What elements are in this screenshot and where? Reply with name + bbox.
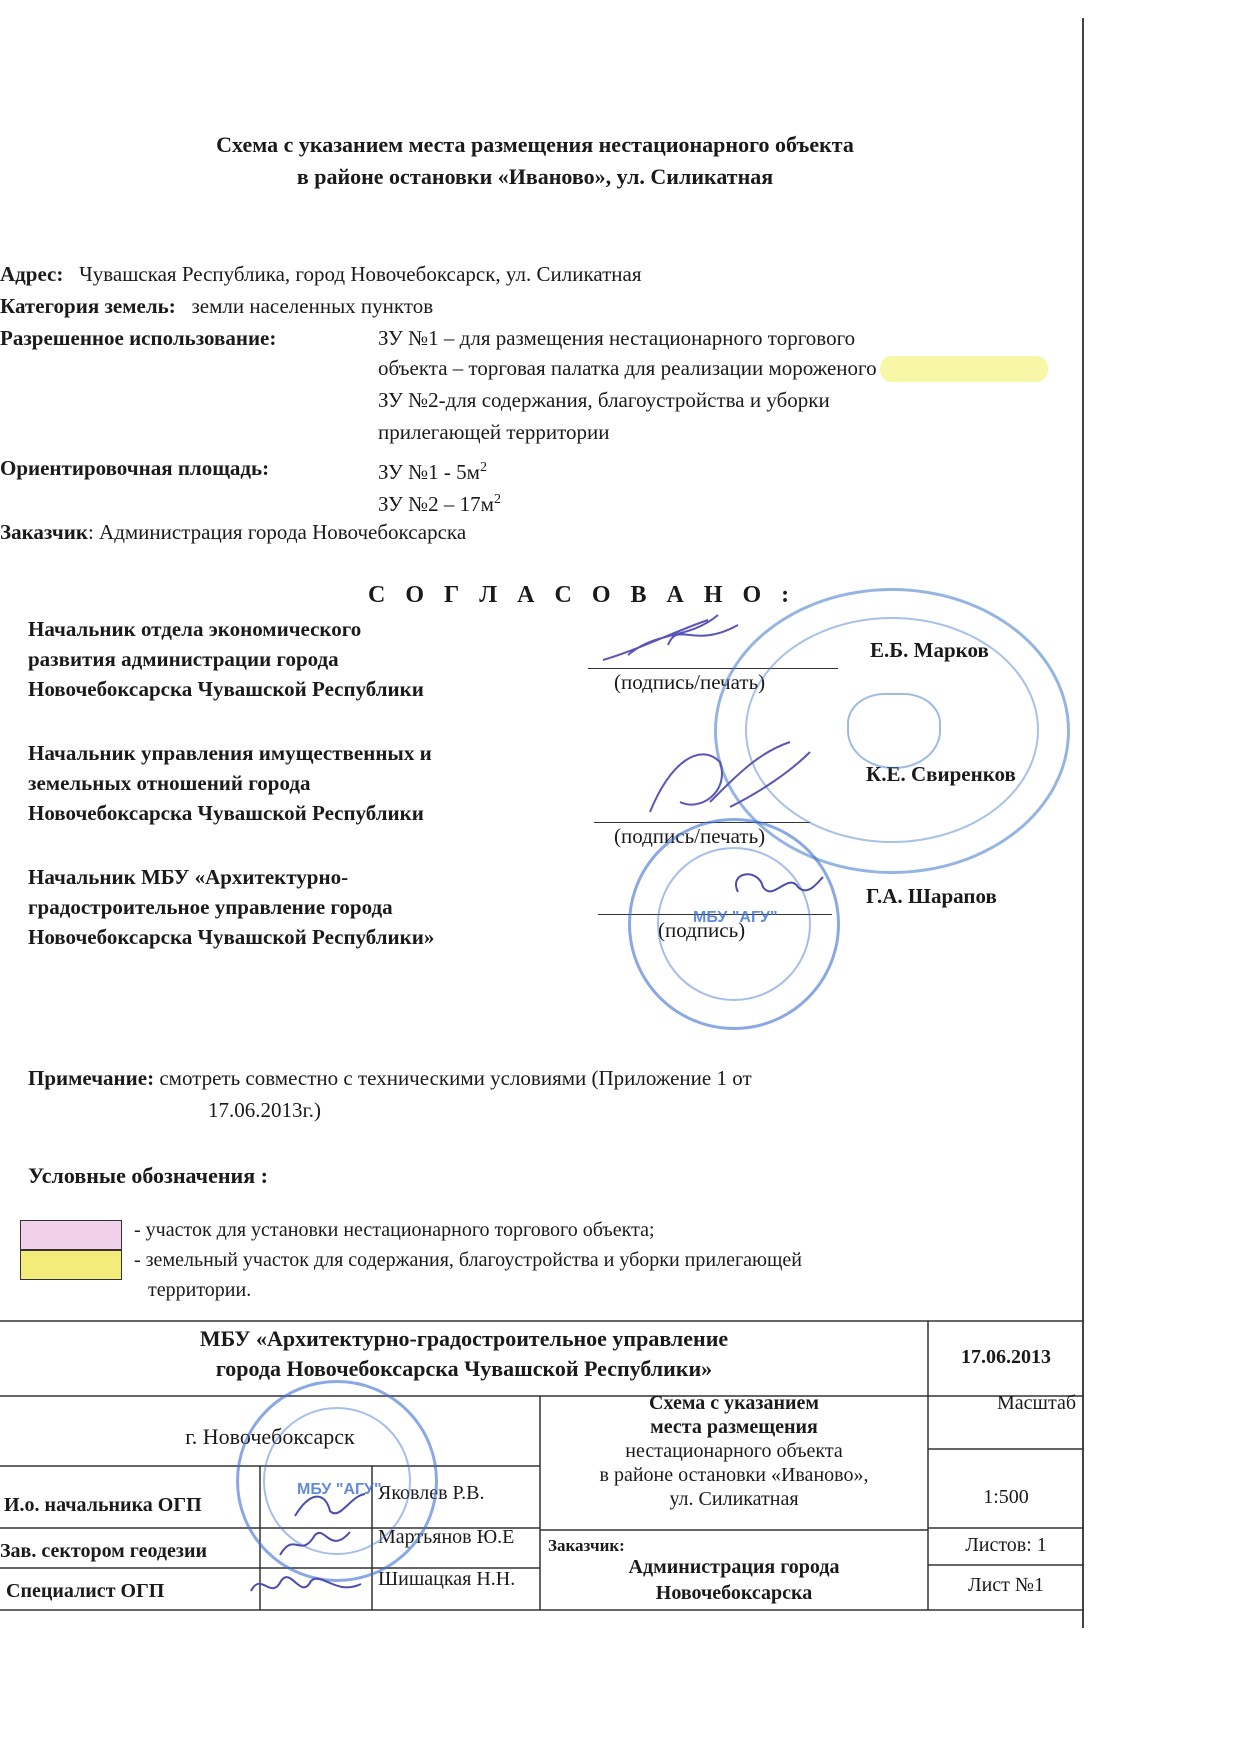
area-line-2-sup: 2	[493, 492, 501, 507]
area-line-1-sup: 2	[479, 460, 487, 475]
doc-title-line2: в районе остановки «Иваново», ул. Силикатная	[296, 164, 774, 189]
customer-label: Заказчик	[0, 520, 88, 544]
category-value: земли населенных пунктов	[191, 294, 434, 318]
legend-item-1: - участок для установки нестационарного торгового объекта;	[134, 1219, 655, 1241]
tb-date: 17.06.2013	[961, 1346, 1051, 1368]
customer-row	[0, 516, 466, 548]
signature-1	[598, 610, 748, 670]
legend-swatch-pink	[20, 1220, 122, 1250]
signer3-position	[28, 862, 434, 952]
tb-name-2: Мартьянов Ю.Е	[378, 1526, 515, 1548]
signer1-position	[28, 614, 424, 704]
signer2-position-line2: земельных отношений города	[28, 771, 311, 795]
category-row	[0, 290, 433, 322]
address-value: Чувашская Республика, город Новочебоксарск, ул. Силикатная	[79, 262, 642, 286]
use-line-3: ЗУ №2-для содержания, благоустройства и уборки	[378, 388, 830, 412]
tb-scheme-line4: в районе остановки «Иваново»,	[599, 1464, 869, 1486]
tb-customer-line1: Администрация города	[628, 1556, 840, 1578]
use-label-row	[0, 322, 276, 354]
note-row	[28, 1062, 752, 1094]
highlight-marker	[880, 356, 1048, 382]
stamp-3-label: МБУ "АГУ"	[297, 1481, 382, 1498]
tb-signature-2	[270, 1520, 360, 1564]
area-line-1	[378, 452, 487, 488]
use-line-4: прилегающей территории	[378, 420, 610, 444]
area-label: Ориентировочная площадь:	[0, 456, 270, 480]
doc-title-line1: Схема с указанием места размещения нестационарного объекта	[216, 132, 854, 157]
signer2-name: К.Е. Свиренков	[866, 762, 1016, 786]
signer1-name: Е.Б. Марков	[870, 638, 989, 662]
tb-scheme-line5: ул. Силикатная	[669, 1488, 799, 1510]
signer1-position-line3: Новочебоксарска Чувашской Республики	[28, 677, 424, 701]
legend-heading: Условные обозначения :	[28, 1163, 268, 1188]
tb-role-2: Зав. сектором геодезии	[0, 1540, 208, 1562]
tb-scheme-line3: нестационарного объекта	[625, 1440, 843, 1462]
area-line-2	[378, 484, 501, 520]
tb-role-3: Специалист ОГП	[6, 1580, 165, 1602]
address-label: Адрес:	[0, 262, 64, 286]
signature-3	[718, 862, 828, 912]
tb-org-line1: МБУ «Архитектурно-градостроительное управление	[199, 1326, 729, 1351]
use-label: Разрешенное использование:	[0, 326, 277, 350]
signer3-name: Г.А. Шарапов	[866, 884, 997, 908]
stamp-2-label: МБУ "АГУ"	[693, 909, 778, 926]
use-line-2-text: объекта – торговая палатка для реализации	[378, 356, 769, 380]
signer2-position-line3: Новочебоксарска Чувашской Республики	[28, 801, 424, 825]
legend-item-2b: территории.	[148, 1279, 252, 1301]
signer1-position-line1: Начальник отдела экономического	[28, 617, 362, 641]
tb-sheets-count: Листов: 1	[965, 1534, 1047, 1556]
signer3-position-line2: градостроительное управление города	[28, 895, 393, 919]
use-line-2-highlighted: мороженого	[768, 356, 877, 380]
signer1-caption: (подпись/печать)	[614, 670, 766, 694]
address-row	[0, 258, 642, 290]
area-label-row	[0, 452, 269, 484]
tb-sheet-number: Лист №1	[968, 1574, 1044, 1596]
tb-customer-label: Заказчик:	[548, 1536, 625, 1555]
area-line-2-text: ЗУ №2 – 17м	[378, 492, 494, 516]
legend-swatch-yellow	[20, 1250, 122, 1280]
signer3-position-line1: Начальник МБУ «Архитектурно-	[28, 865, 349, 889]
tb-scheme-line2: места размещения	[650, 1416, 818, 1438]
tb-scale-label: Масштаб	[997, 1392, 1076, 1414]
signer2-position	[28, 738, 432, 828]
coat-of-arms-icon	[847, 693, 941, 769]
customer-value: : Администрация города Новочебоксарска	[87, 520, 467, 544]
signer3-position-line3: Новочебоксарска Чувашской Республики»	[28, 925, 435, 949]
tb-role-1: И.о. начальника ОГП	[4, 1494, 202, 1516]
area-line-1-text: ЗУ №1 - 5м	[378, 460, 480, 484]
tb-city: г. Новочебоксарск	[185, 1424, 355, 1449]
tb-name-3: Шишацкая Н.Н.	[378, 1568, 516, 1590]
note-label: Примечание:	[28, 1066, 155, 1090]
tb-customer-line2: Новочебоксарска	[655, 1582, 813, 1604]
note-line1: смотреть совместно с техническими условиями (Приложение 1 от	[154, 1066, 752, 1090]
note-line2: 17.06.2013г.)	[208, 1098, 321, 1122]
signer2-position-line1: Начальник управления имущественных и	[28, 741, 432, 765]
round-seal-stamp-2	[628, 818, 840, 1030]
tb-scheme-line1: Схема с указанием	[649, 1392, 819, 1414]
signer2-caption: (подпись/печать)	[614, 824, 766, 848]
tb-name-1: Яковлев Р.В.	[378, 1482, 485, 1504]
tb-scale-value: 1:500	[983, 1486, 1029, 1508]
tb-org-line2: города Новочебоксарска Чувашской Республики»	[215, 1356, 713, 1381]
signer1-position-line2: развития администрации города	[28, 647, 339, 671]
agreed-heading: С О Г Л А С О В А Н О :	[368, 582, 797, 608]
category-label: Категория земель:	[0, 294, 176, 318]
tb-signature-3	[246, 1566, 366, 1606]
use-line-2	[378, 352, 877, 384]
signer3-caption: (подпись)	[658, 918, 746, 942]
use-line-1: ЗУ №1 – для размещения нестационарного торгового	[378, 326, 856, 350]
signature-2	[640, 732, 820, 822]
legend-item-2a: - земельный участок для содержания, благоустройства и уборки прилегающей	[134, 1249, 802, 1271]
